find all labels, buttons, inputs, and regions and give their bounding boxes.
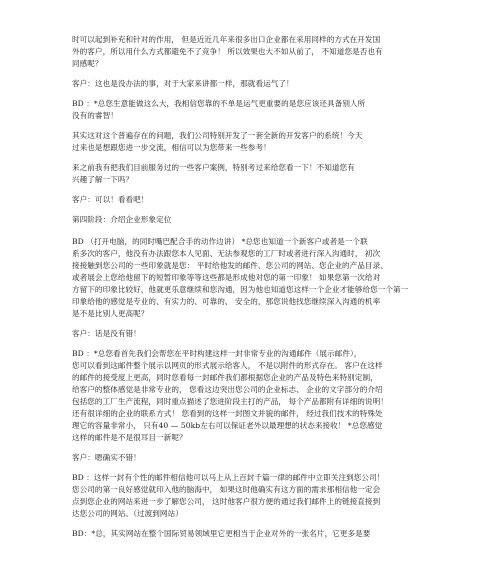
text-line: 点到您企业的网站来进一步了解您公司， 这时他客户很方便的通过我们邮件上的链接直接到 — [72, 497, 381, 506]
document-paragraph — [72, 194, 458, 206]
text-line: 客户：这也是没办法的事，对于大家来讲都一样，那就看运气了！ — [72, 79, 294, 88]
text-line: 的邮件的接受度上更高，同时您看每一封邮件我们都根据您企业的产品及特色来特别定制， — [72, 373, 378, 382]
text-line: 其实这对这个普遍存在的问题，我们公司特别开发了一套全新的开发客户的系统！今天 — [72, 131, 363, 140]
text-line: 给客户的整体感觉是非常专业的， 您看这边突出您公司的企业标志、 企业的文字部分的介绍 — [72, 385, 383, 394]
text-line: 印象给他的感觉是专业的、有实力的、可靠的、 安全的，那您说他找您继续深入沟通的机率 — [72, 297, 381, 306]
text-line: 没有的睿智！ — [72, 111, 118, 120]
text-line: 理它的容量非常小， 只有40 — 50kb左右可以保证老外以最理想的状态来接收！ *总您感觉 — [72, 421, 383, 430]
section-heading — [72, 214, 458, 226]
document-body — [72, 34, 458, 540]
text-line: 这样的邮件是不是很耳目一新呢？ — [72, 433, 187, 442]
text-line: 达您公司的网站。（过渡到网站） — [72, 509, 183, 518]
text-line: BD ：*总您看首先我们会帮您在平时构建这样一封非常专业的沟通邮件（展示邮件）， — [72, 349, 362, 358]
document-paragraph — [72, 162, 458, 186]
text-line: 还有很详细的企业的联系方式！ 您看到的这样一封图文并貌的邮件， 经过我们技术的特殊处 — [72, 409, 383, 418]
text-line: 您公司的第一良好感觉就印入他的脑海中， 如果这时他确实有这方面的需求那相信他一定会 — [72, 485, 381, 494]
text-line: 或者展会上您给他留下的短暂印象等等这些都是形成他对您的第一印象！ 如果您第一次给对 — [72, 273, 381, 282]
document-paragraph — [72, 236, 458, 320]
document-paragraph — [72, 130, 458, 154]
text-line: BD ：这样一封有个性的邮件相信他可以马上从上百封千篇一律的邮件中立即关注到您公司！ — [72, 473, 385, 482]
text-line: 第四阶段：介绍企业形象定位 — [72, 215, 172, 224]
text-line: 您可以看到这邮件整个展示以网页的形式展示给客人， 不是以附件的形式存在。 客户在这样 — [72, 361, 383, 370]
text-line: 同感呢？ — [72, 59, 103, 68]
text-line: 是不是比别人更高呢？ — [72, 309, 149, 318]
document-paragraph — [72, 472, 458, 520]
document-paragraph — [72, 528, 458, 540]
text-line: BD：*总，其实网站在整个国际贸易领域里它更相当于企业对外的一张名片，它更多是要 — [72, 529, 371, 538]
text-line: 外的客户，所以用什么方式都避免不了竞争！ 所以效果也大不如从前了， 不知道您是否也有 — [72, 47, 383, 56]
text-line: 时可以起到补充和针对的作用， 但是近近几年来很多出口企业都在采用同样的方式在开发国 — [72, 35, 381, 44]
text-line: 过来也是想跟您进一步交流，相信可以为您带来一些参考！ — [72, 143, 271, 152]
text-line: 客户：嗯确实不错！ — [72, 453, 141, 462]
document-paragraph — [72, 328, 458, 340]
text-line: BD ：*总您生意能做这么大，我相信您靠的不单是运气更重要的是您应该还具备别人所 — [72, 99, 366, 108]
document-paragraph — [72, 98, 458, 122]
text-line: 客户：话是没有错！ — [72, 329, 141, 338]
text-line: 客户：可以！看看吧！ — [72, 195, 149, 204]
text-line: BD （打开电脑，的同时嘴巴配合手的动作边讲） *总您也知道一个新客户或者是一个联 — [72, 237, 368, 246]
document-paragraph — [72, 78, 458, 90]
document-paragraph — [72, 348, 458, 444]
text-line: 包括您的工厂生产流程，同时重点描述了您进阶段主打的产品， 每个产品都附有详细的说明！ — [72, 397, 388, 406]
document-paragraph — [72, 452, 458, 464]
text-line: 来之前我有把我们目前服务过的一些客户案例，特别考过来给您看一下！不知道您有 — [72, 163, 355, 172]
document-paragraph — [72, 34, 458, 70]
text-line: 接接触到您公司的一些印象就是您： 平时给他发的邮件、您公司的网站、您企业的产品目录、 — [72, 261, 388, 270]
text-line: 系多次的客户，他没有办法跟您本人见面、无法参观您的工厂时或者进行深入沟通时， 初次 — [72, 249, 381, 258]
text-line: 兴趣了解一下吗？ — [72, 175, 134, 184]
text-line: 方留下的印象比较好，他就更乐意继续和您沟通，因为他也知道您这样一个企业才能够给您一个第一 — [72, 285, 409, 294]
